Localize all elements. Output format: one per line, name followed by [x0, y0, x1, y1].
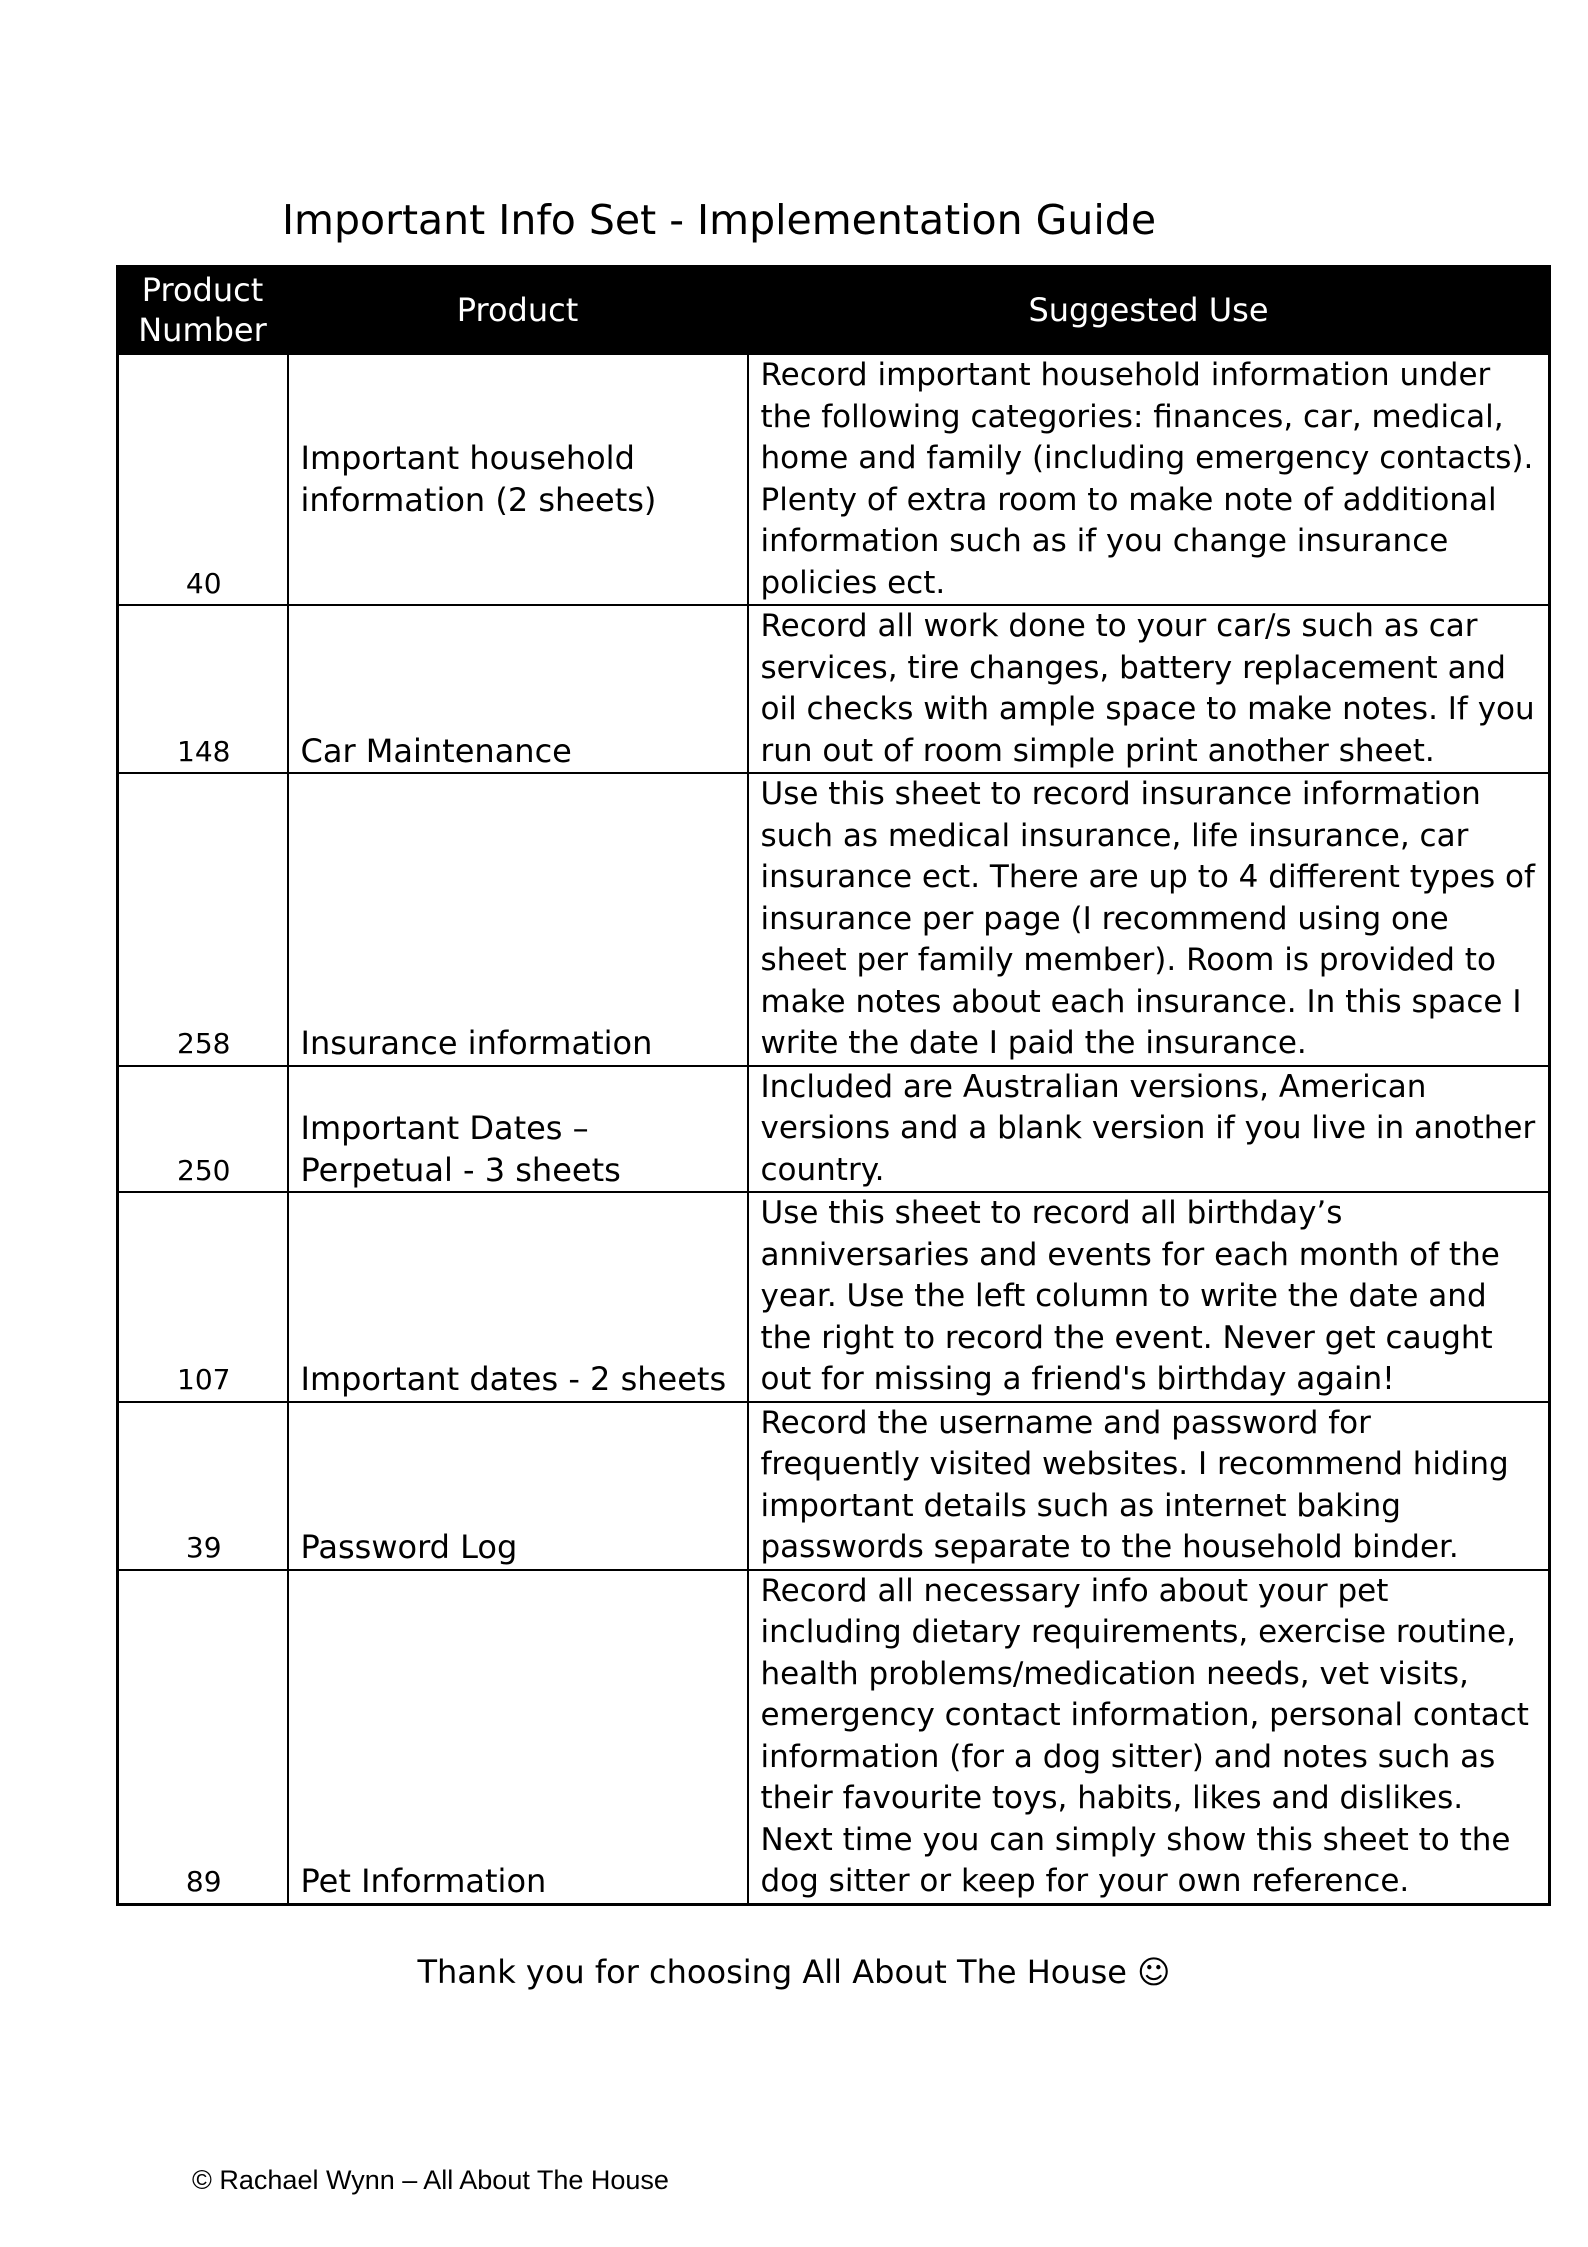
product-number: 250 [118, 1066, 288, 1193]
thank-you-note: Thank you for choosing All About The House ☺ [417, 1953, 1171, 1991]
table-row [118, 1402, 1550, 1570]
table-row [118, 605, 1550, 773]
product-name: Important Dates – Perpetual - 3 sheets [288, 1066, 748, 1193]
product-name: Car Maintenance [288, 605, 748, 773]
header-suggested-use: Suggested Use [748, 267, 1550, 354]
header-product-number: Product Number [118, 267, 288, 354]
table-row [118, 1066, 1550, 1193]
suggested-use: Record the username and password for frequently visited websites. I recommend hiding important details such as internet baking passwords separate to the household binder. [748, 1402, 1550, 1570]
table-row [118, 773, 1550, 1066]
suggested-use: Use this sheet to record all birthday’s anniversaries and events for each month of the year. Use the left column to write the date and the right to record the event. Never get caught out for missing a friend's birthday again! [748, 1192, 1550, 1402]
page-title: Important Info Set - Implementation Guide [281, 196, 1157, 244]
product-number: 39 [118, 1402, 288, 1570]
product-name: Password Log [288, 1402, 748, 1570]
header-product: Product [288, 267, 748, 354]
copyright-footer: © Rachael Wynn – All About The House [192, 2165, 669, 2195]
suggested-use: Record all necessary info about your pet including dietary requirements, exercise routine, health problems/medication needs, vet visits, emergency contact information, personal contact information (for a dog sitter) and notes such as their favourite toys, habits, likes and dislikes. Next time you can simply show this sheet to the dog sitter or keep for your own reference. [748, 1570, 1550, 1905]
table-header-row [118, 267, 1550, 354]
implementation-guide-table [116, 265, 1551, 1906]
table-row [118, 354, 1550, 606]
product-name: Pet Information [288, 1570, 748, 1905]
suggested-use: Record important household information under the following categories: finances, car, medical, home and family (including emergency contacts). Plenty of extra room to make note of additional information such as if you change insurance policies ect. [748, 354, 1550, 606]
product-name: Important household information (2 sheets) [288, 354, 748, 606]
product-number: 258 [118, 773, 288, 1066]
product-number: 89 [118, 1570, 288, 1905]
suggested-use: Record all work done to your car/s such as car services, tire changes, battery replacement and oil checks with ample space to make notes. If you run out of room simple print another sheet. [748, 605, 1550, 773]
product-name: Important dates - 2 sheets [288, 1192, 748, 1402]
suggested-use: Included are Australian versions, American versions and a blank version if you live in another country. [748, 1066, 1550, 1193]
table-row [118, 1570, 1550, 1905]
product-number: 107 [118, 1192, 288, 1402]
product-name: Insurance information [288, 773, 748, 1066]
product-number: 148 [118, 605, 288, 773]
table-row [118, 1192, 1550, 1402]
suggested-use: Use this sheet to record insurance information such as medical insurance, life insurance, car insurance ect. There are up to 4 different types of insurance per page (I recommend using one sheet per family member). Room is provided to make notes about each insurance. In this space I write the date I paid the insurance. [748, 773, 1550, 1066]
product-number: 40 [118, 354, 288, 606]
